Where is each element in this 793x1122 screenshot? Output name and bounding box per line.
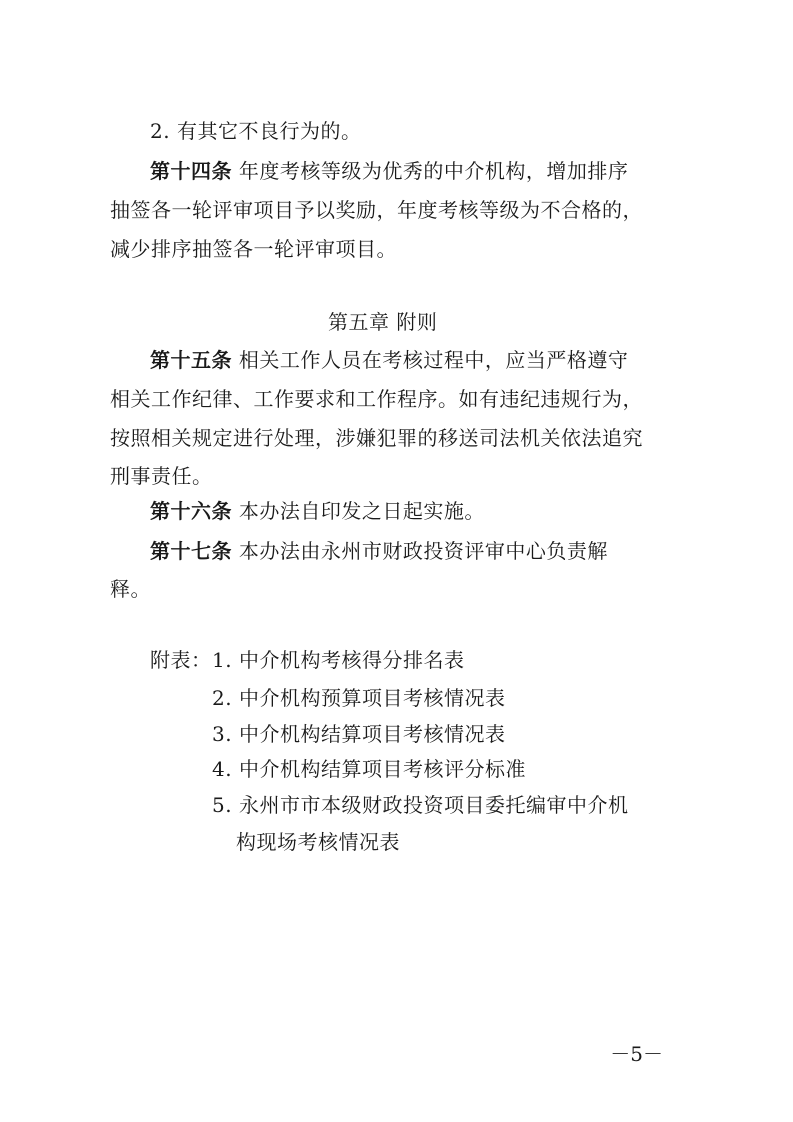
article-17-line-2: 释。 bbox=[110, 577, 151, 601]
article-17-line-1: 本办法由永州市财政投资评审中心负责解 bbox=[238, 539, 608, 563]
article-15-line-3: 按照相关规定进行处理，涉嫌犯罪的移送司法机关依法追究 bbox=[110, 426, 643, 450]
article-15-line-2: 相关工作纪律、工作要求和工作程序。如有违纪违规行为， bbox=[110, 387, 643, 411]
article-15 bbox=[150, 346, 628, 374]
article-17 bbox=[150, 537, 608, 565]
chapter-title: 第五章 附则 bbox=[328, 310, 438, 334]
article-17-label: 第十七条 bbox=[150, 539, 232, 563]
attachment-item-3: 3. 中介机构结算项目考核情况表 bbox=[212, 722, 506, 746]
article-14-label: 第十四条 bbox=[150, 159, 232, 183]
article-16-label: 第十六条 bbox=[150, 499, 232, 523]
attachment-item-5-cont: 构现场考核情况表 bbox=[236, 830, 400, 854]
article-14-line-1: 年度考核等级为优秀的中介机构，增加排序 bbox=[238, 159, 629, 183]
article-16-line-1: 本办法自印发之日起实施。 bbox=[238, 499, 485, 523]
article-14-line-3: 减少排序抽签各一轮评审项目。 bbox=[110, 237, 397, 261]
article-15-line-1: 相关工作人员在考核过程中，应当严格遵守 bbox=[238, 348, 629, 372]
attachment-item-5: 5. 永州市市本级财政投资项目委托编审中介机 bbox=[212, 793, 629, 817]
attachment-item-2: 2. 中介机构预算项目考核情况表 bbox=[212, 686, 506, 710]
attachments-label: 附表： bbox=[150, 648, 212, 672]
article-16 bbox=[150, 497, 485, 525]
article-15-label: 第十五条 bbox=[150, 348, 232, 372]
attachment-item-1: 1. 中介机构考核得分排名表 bbox=[212, 648, 465, 672]
article-15-line-4: 刑事责任。 bbox=[110, 464, 213, 488]
page-number: －5－ bbox=[610, 1042, 663, 1066]
item-2-text: 2. 有其它不良行为的。 bbox=[150, 119, 362, 143]
article-14 bbox=[150, 157, 628, 185]
attachment-item-4: 4. 中介机构结算项目考核评分标准 bbox=[212, 757, 526, 781]
article-14-line-2: 抽签各一轮评审项目予以奖励，年度考核等级为不合格的， bbox=[110, 198, 643, 222]
